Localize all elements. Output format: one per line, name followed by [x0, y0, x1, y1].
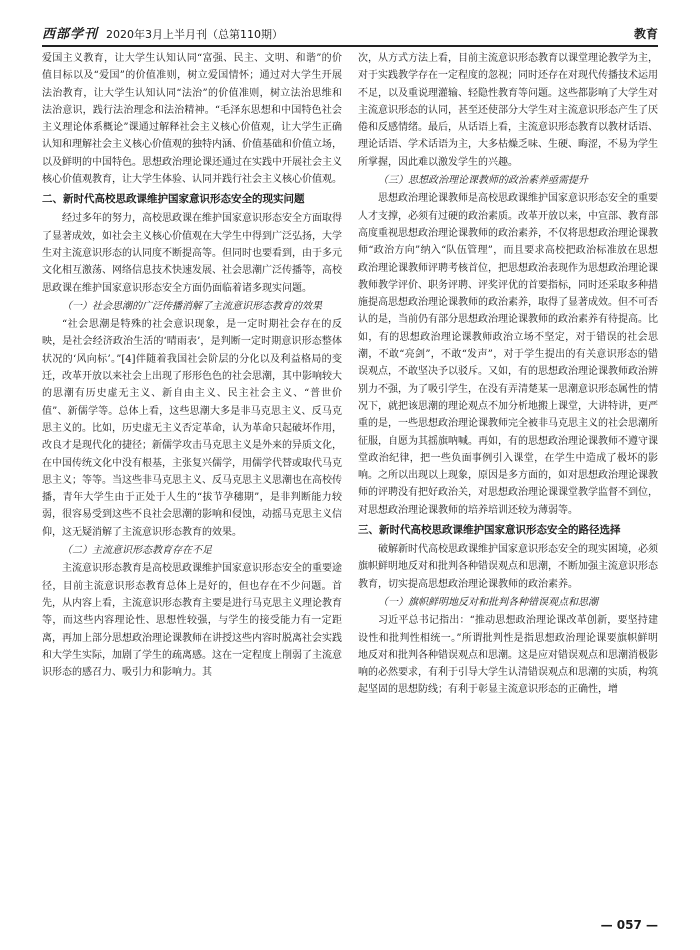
right-column [358, 50, 658, 895]
left-column [42, 50, 342, 895]
page-number: — 057 — [600, 918, 658, 932]
subsection-heading-3: （三）思想政治理论课教师的政治素养亟需提升 [378, 175, 588, 187]
paragraph: 次，从方式方法上看，目前主流意识形态教育以课堂理论教学为主，对于实践教学存在一定程度的忽视；同时还存在对现代传播技术运用不足，以及重说理灌输、轻隐性教育等问题。这些都影响了大学生对主流意识形态的认同，甚至还使部分大学生对主流意识形态产生了厌倦和反感情绪。最后，从话语上看，主流意识形态教育以教材话语、理论话语、学术话语为主，大多枯燥乏味、生硬、晦涩，不易为学生所掌握，因此难以激发学生的兴趣。 [358, 53, 658, 168]
issue-info: 2020年3月上半月刊（总第110期） [106, 28, 284, 41]
subsection-heading-2: （二）主流意识形态教育存在不足 [62, 545, 212, 557]
paragraph: 主流意识形态教育是高校思政课维护国家意识形态安全的重要途径，目前主流意识形态教育总体上是好的，但也存在不少问题。首先，从内容上看，主流意识形态教育主要是进行马克思主义理论教育等，而这些内容理论性、思想性较强，与学生的接受能力有一定距离，再加上部分思想政治理论课教师在讲授这些内容时脱离社会实践和大学生实际，加剧了学生的疏离感。这在一定程度上削弱了主流意识形态的感召力、吸引力和影响力。其 [42, 563, 342, 679]
subsection-heading-4: （一）旗帜鲜明地反对和批判各种错误观点和思潮 [378, 596, 598, 608]
section-heading-3: 三、新时代高校思政课维护国家意识形态安全的路径选择 [358, 524, 621, 537]
paragraph: “社会思潮是特殊的社会意识现象，是一定时期社会存在的反映，是社会经济政治生活的‘晴雨表’，是判断一定时期意识形态整体状况的‘风向标’。”[4]伴随着我国社会阶层的分化以及利益格局的变迁，改革开放以来社会上出现了形形色色的社会思潮，其中影响较大的思潮有历史虚无主义、新自由主义、民主社会主义、“普世价值”、新儒学等。总体上看，这些思潮大多是非马克思主义、反马克思主义的。比如，历史虚无主义否定革命，认为革命只起破坏作用，改良才是现代化的捷径；新儒学攻击马克思主义是外来的异质文化，在中国传统文化中没有根基，主张复兴儒学，用儒学代替或取代马克思主义；等等。当这些非马克思主义、反马克思主义思潮也在高校传播，青年大学生由于正处于人生的“拔节孕穗期”，是非判断能力较弱，很容易受到这些不良社会思潮的影响和侵蚀，动摇马克思主义信仰，这无疑消解了主流意识形态教育的效果。 [42, 319, 342, 538]
journal-name: 西部学刊 [42, 27, 99, 42]
header-left [42, 23, 283, 42]
paragraph: 经过多年的努力，高校思政课在维护国家意识形态安全方面取得了显著成效，如社会主义核心价值观在大学生中得到广泛弘扬，大学生对主流意识形态的认同度不断提高等。但同时也要看到，由于多元文化相互激荡、网络信息技术快速发展、社会思潮广泛传播等，高校思政课在维护国家意识形态安全方面仍面临着诸多现实问题。 [42, 213, 342, 294]
section-label: 教育 [633, 27, 658, 41]
section-heading-2: 二、新时代高校思政课维护国家意识形态安全的现实问题 [42, 193, 305, 206]
page-header [42, 18, 658, 47]
paragraph: 思想政治理论课教师是高校思政课维护国家意识形态安全的重要人才支撑，必须有过硬的政治素质。改革开放以来，中宣部、教育部高度重视思想政治理论课教师的政治素养，不仅将思想政治理论课教师“政治方向”纳入“队伍管理”，而且要求高校把政治标准放在思想政治理论课教师评聘考核首位，把思想政治表现作为思想政治理论课教师教学评价、职务评聘、评奖评优的首要指标，同时还采取多种措施提高思想政治理论课教师的政治素养，取得了显著成效。但不可否认的是，当前仍有部分思想政治理论课教师的政治素养有待提高。比如，有的思想政治理论课教师政治立场不坚定，对于错误的社会思潮，不敢“亮剑”，不敢“发声”，对于学生提出的有关意识形态的错误观点，不敢坚决予以驳斥。又如，有的思想政治理论课教师政治辨别力不强，为了吸引学生，在没有弄清楚某一思潮意识形态属性的情况下，就把该思潮的理论观点不加分析地搬上课堂，大讲特讲，更严重的是，一些思想政治理论课教师完全被非马克思主义的社会思潮所征服，自愿为其摇旗呐喊。再如，有的思想政治理论课教师不遵守课堂政治纪律，把一些负面事例引入课堂，在学生中造成了极坏的影响。之所以出现以上现象，原因是多方面的，如对思想政治理论课教师的评聘没有把好政治关，对思想政治理论课课堂教学监督不到位，对思想政治理论课教师的培养培训还较为薄弱等。 [358, 193, 658, 516]
paragraph: 破解新时代高校思政课维护国家意识形态安全的现实困境，必须旗帜鲜明地反对和批判各种错误观点和思潮，不断加强主流意识形态教育，切实提高思想政治理论课教师的政治素养。 [358, 544, 658, 590]
paragraph: 习近平总书记指出：“推动思想政治理论课改革创新，要坚持建设性和批判性相统一。”所谓批判性是指思想政治理论课要旗帜鲜明地反对和批判各种错误观点和思潮。这是应对错误观点和思潮消极影响的必然要求，有利于引导大学生认清错误观点和思潮的实质，构筑起坚固的思想防线；有利于彰显主流意识形态的正确性，增 [358, 615, 658, 696]
paragraph: 爱国主义教育，让大学生认知认同“富强、民主、文明、和谐”的价值目标以及“爱国”的价值准则，树立爱国情怀；通过对大学生开展法治教育，让大学生认知认同“法治”的价值准则，树立法治思维和法治意识，践行法治理念和法治精神。“毛泽东思想和中国特色社会主义理论体系概论”课通过解释社会主义核心价值观，让大学生正确认知和理解社会主义核心价值观的独特内涵、价值基础和价值立场，以及鲜明的中国特色。思想政治理论课还通过在实践中开展社会主义核心价值观教育，让大学生体验、认同并践行社会主义核心价值观。 [42, 53, 342, 186]
body-columns [42, 50, 658, 895]
subsection-heading-1: （一）社会思潮的广泛传播消解了主流意识形态教育的效果 [62, 300, 322, 312]
